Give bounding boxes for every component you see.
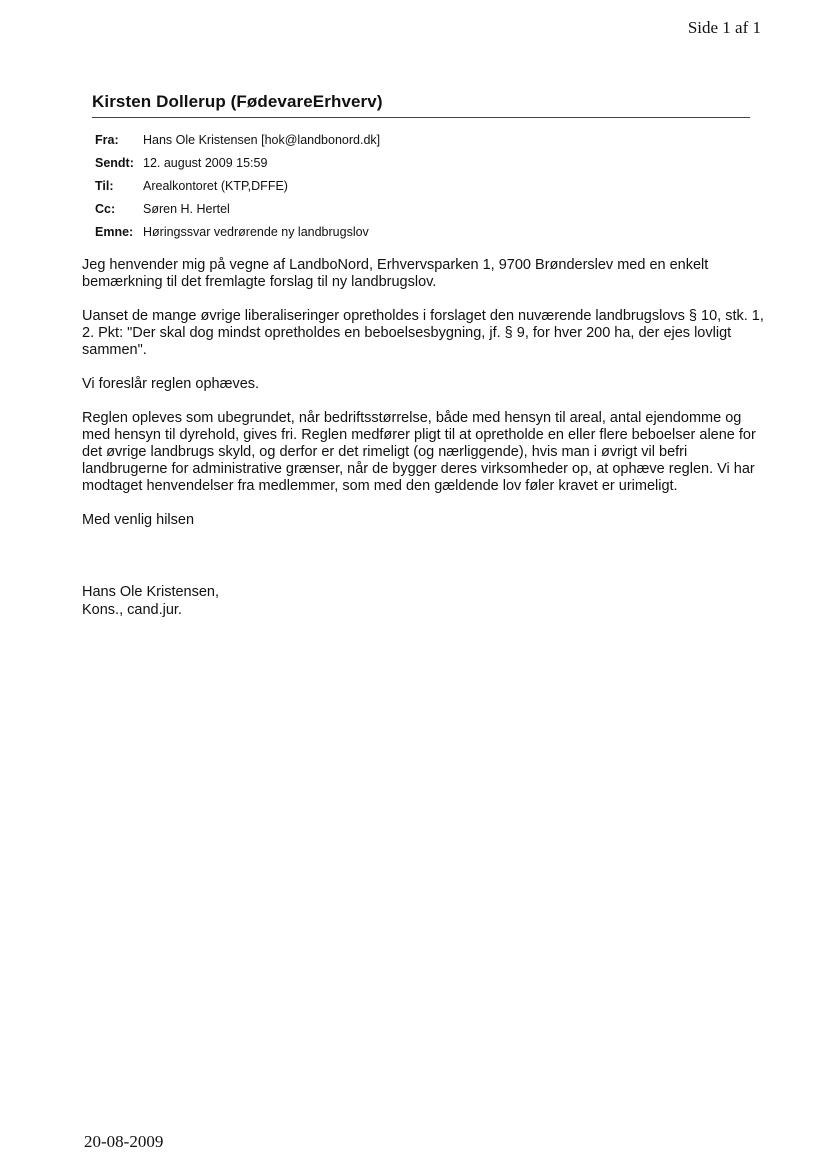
from-value: Hans Ole Kristensen [hok@landbonord.dk]: [143, 132, 381, 147]
cc-label: Cc:: [95, 201, 116, 216]
to-label: Til:: [95, 178, 114, 193]
header-cc: [95, 197, 380, 220]
closing-greeting: Med venlig hilsen: [82, 512, 195, 528]
header-subject: [95, 220, 380, 243]
from-label: Fra:: [95, 132, 119, 147]
email-body: [82, 257, 772, 546]
body-paragraph-3: Vi foreslår reglen ophæves.: [82, 376, 260, 392]
sender-name: Kirsten Dollerup (FødevareErhverv): [92, 92, 383, 111]
page-number: Side 1 af 1: [687, 18, 761, 37]
body-paragraph-1: Jeg henvender mig på vegne af LandboNord, Erhvervsparken 1, 9700 Brønderslev med en enkelt bemærkning til det fremlagte forslag til ny landbrugslov.: [82, 257, 709, 290]
header-sent: [95, 151, 380, 174]
footer-date: 20-08-2009: [84, 1132, 164, 1151]
signature-name: Hans Ole Kristensen,: [82, 584, 220, 600]
subject-value: Høringssvar vedrørende ny landbrugslov: [143, 224, 369, 239]
body-paragraph-4: Reglen opleves som ubegrundet, når bedriftsstørrelse, både med hensyn til areal, antal ejendomme og med hensyn til dyrehold, gives fri. Reglen medfører pligt til at opretholde en eller flere beboelser alene for det øvrige landbrugs skyld, og derfor er det rimeligt (og nærliggende), hvis man i øvrigt vil befri landbrugerne for administrative grænser, når de bygger deres virksomheder op, at ophæve reglen. Vi har modtaget henvendelser fra medlemmer, som med den gældende lov føler kravet er urimeligt.: [82, 410, 756, 494]
signature-title: Kons., cand.jur.: [82, 602, 182, 618]
sent-value: 12. august 2009 15:59: [143, 155, 268, 170]
signature: [82, 583, 219, 619]
sent-label: Sendt:: [95, 155, 134, 170]
body-paragraph-2: Uanset de mange øvrige liberaliseringer opretholdes i forslaget den nuværende landbrugslovs § 10, stk. 1, 2. Pkt: "Der skal dog mindst opretholdes en beboelsesbygning, jf. § 9, for hver 200 ha, der ejes lovligt sammen".: [82, 308, 764, 358]
email-headers: [95, 128, 380, 243]
subject-label: Emne:: [95, 224, 134, 239]
cc-value: Søren H. Hertel: [143, 201, 230, 216]
header-from: [95, 128, 380, 151]
title-divider: [92, 117, 750, 118]
to-value: Arealkontoret (KTP,DFFE): [143, 178, 288, 193]
header-to: [95, 174, 380, 197]
